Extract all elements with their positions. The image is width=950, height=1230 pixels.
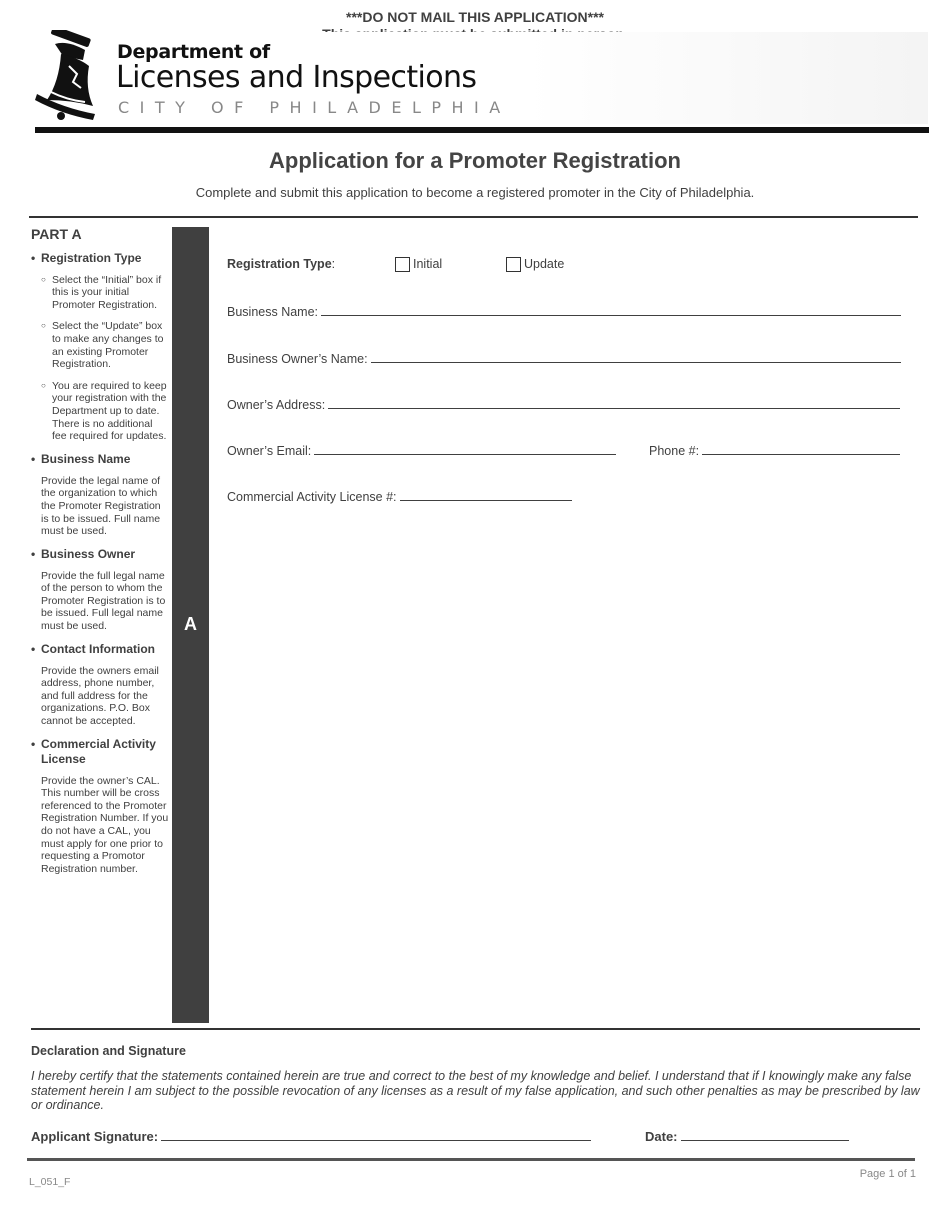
owner-email-label: Owner’s Email: (227, 444, 312, 458)
cal-label: Commercial Activity License #: (227, 490, 397, 504)
date-row (645, 1129, 849, 1144)
part-a-bar-label: A (184, 614, 197, 634)
owner-email-input[interactable] (314, 443, 616, 455)
business-owner-heading: • Business Owner (31, 547, 169, 562)
business-name-note: Provide the legal name of the organization to which the Promoter Registration is to be issued. Full name must be used. (41, 474, 161, 538)
phone-input[interactable] (702, 443, 900, 455)
section-divider-top (29, 216, 918, 218)
page-subtitle: Complete and submit this application to become a registered promoter in the City of Philadelphia. (195, 185, 755, 200)
reg-type-extra-note (31, 380, 169, 443)
contact-info-note: Provide the owners email address, phone number, and full address for the organizations. P.O. Box cannot be accepted. (41, 664, 159, 728)
business-owner-note: Provide the full legal name of the person to whom the Promoter Registration is to be issued. Full legal name must be used. (41, 569, 166, 633)
part-label: PART A (31, 226, 82, 242)
signature-label: Applicant Signature: (31, 1129, 159, 1144)
notice-line-1: ***DO NOT MAIL THIS APPLICATION*** (346, 9, 604, 25)
owner-email-row (227, 443, 616, 458)
initial-checkbox[interactable] (395, 257, 410, 272)
cal-input[interactable] (400, 489, 572, 501)
declaration-text: I hereby certify that the statements contained herein are true and correct to the best of my knowledge and belief. I understand that if I knowingly make any false statement herein I am subject to the possible revocation of any licenses as a result of my false application, and such other penalties as may be prescribed by law or ordinance. (31, 1069, 920, 1112)
department-label: Department of (117, 41, 270, 63)
owner-address-row (227, 397, 900, 412)
business-name-input[interactable] (321, 304, 901, 316)
signature-row (31, 1129, 591, 1144)
reg-type-extra-text: You are required to keep your registration with the Department up to date. There is no additional fee required for updates. (52, 379, 167, 443)
section-divider-bottom (31, 1028, 920, 1030)
registration-type-label (227, 257, 335, 271)
footer-rule (27, 1158, 915, 1161)
phone-row (649, 443, 900, 458)
header-rule (35, 127, 929, 133)
signature-input[interactable] (161, 1129, 591, 1141)
phone-label: Phone #: (649, 444, 700, 458)
business-owner-label: Business Owner’s Name: (227, 352, 368, 366)
business-owner-input[interactable] (371, 351, 901, 363)
reg-type-update-note: ○ Select the “Update” box to make any changes to an existing Promoter Registration. (31, 320, 169, 370)
update-checkbox[interactable] (506, 257, 521, 272)
business-name-heading: • Business Name (31, 452, 169, 467)
liberty-bell-icon (33, 30, 113, 122)
declaration-heading: Declaration and Signature (31, 1044, 186, 1058)
city-name: CITY OF PHILADELPHIA (118, 98, 511, 117)
update-option-label: Update (524, 257, 565, 271)
business-owner-row (227, 351, 901, 366)
date-label: Date: (645, 1129, 678, 1144)
page-number: Page 1 of 1 (859, 1168, 916, 1180)
business-name-label: Business Name: (227, 305, 319, 319)
department-name: Licenses and Inspections (116, 60, 477, 95)
date-input[interactable] (681, 1129, 849, 1141)
owner-address-label: Owner’s Address: (227, 398, 326, 412)
cal-row (227, 489, 572, 504)
cal-note: Provide the owner’s CAL. This number will be cross referenced to the Promoter Registration Number. If you do not have a CAL, you must apply for one prior to requesting a Promotor Registration number. (41, 774, 169, 875)
instructions-sidebar (31, 228, 169, 884)
owner-address-input[interactable] (328, 397, 900, 409)
registration-type-colon: : (331, 257, 336, 271)
reg-type-heading: • Registration Type (31, 251, 169, 266)
registration-type-text: Registration Type (227, 257, 332, 271)
reg-type-initial-note: ○ Select the “Initial” box if this is your initial Promoter Registration. (31, 274, 169, 312)
cal-heading: • Commercial Activity License (31, 737, 169, 767)
contact-info-heading: • Contact Information (31, 642, 169, 657)
initial-option-label: Initial (413, 257, 443, 271)
page-title: Application for a Promoter Registration (269, 148, 681, 173)
form-id: L_051_F (29, 1176, 71, 1188)
business-name-row (227, 304, 901, 319)
